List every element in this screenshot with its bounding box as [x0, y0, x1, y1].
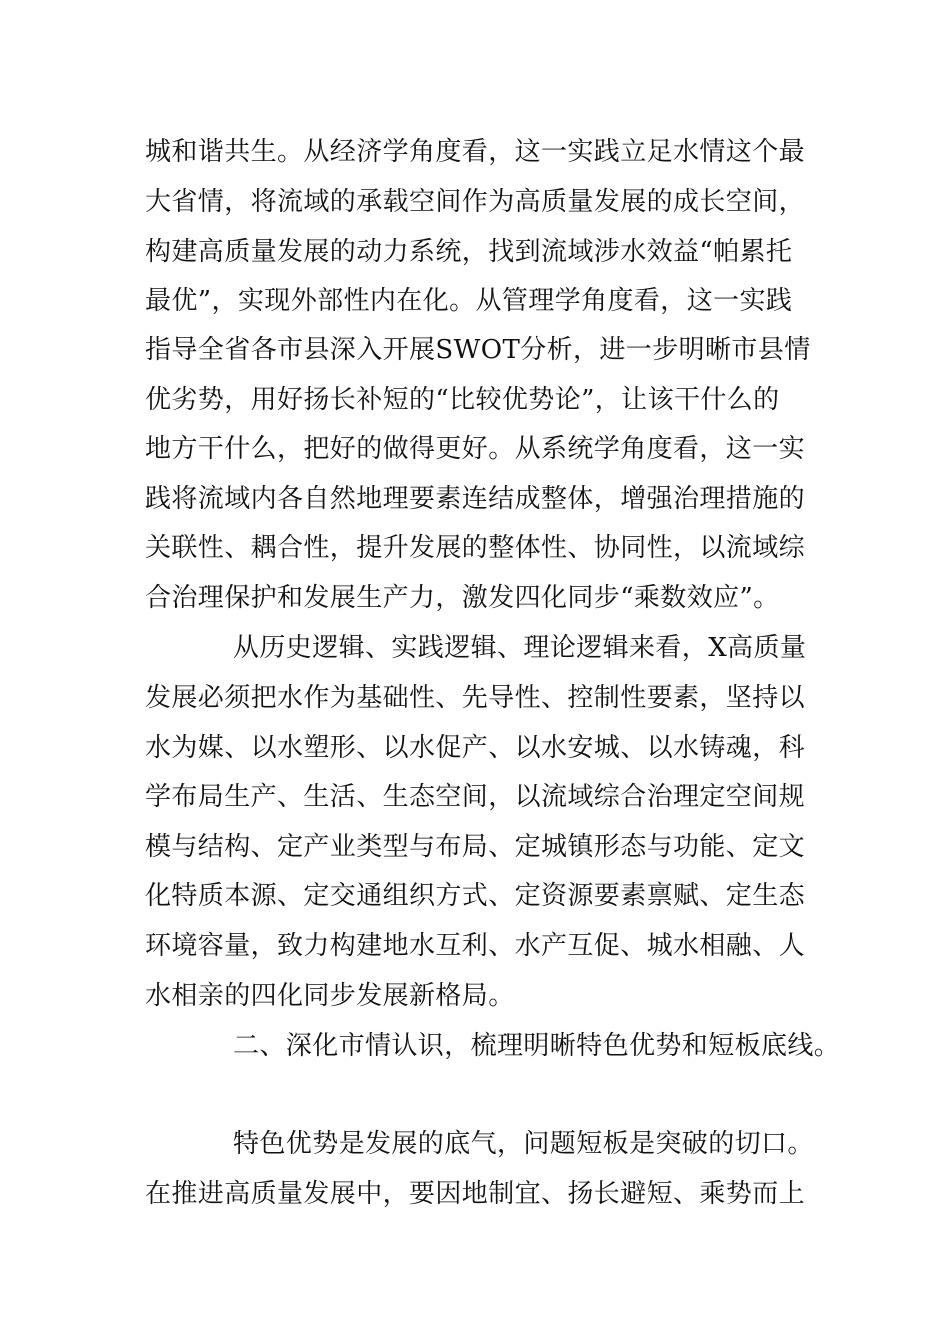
paragraph-line: 发展必须把水作为基础性、先导性、控制性要素，坚持以 [145, 683, 806, 713]
paragraph-line: 最优”，实现外部性内在化。从管理学角度看，这一实践 [145, 286, 793, 316]
paragraph-line: 地方干什么，把好的做得更好。从系统学角度看，这一实 [145, 434, 806, 464]
section-heading: 二、深化市情认识，梳理明晰特色优势和短板底线。 [233, 1031, 841, 1061]
paragraph-line: 关联性、耦合性，提升发展的整体性、协同性，以流域综 [145, 533, 806, 563]
paragraph-line: 指导全省各市县深入开展SWOT分析，进一步明晰市县情 [145, 335, 811, 365]
paragraph-line: 从历史逻辑、实践逻辑、理论逻辑来看，X高质量 [233, 633, 807, 663]
paragraph-line: 合治理保护和发展生产力，激发四化同步“乘数效应”。 [145, 583, 780, 613]
paragraph-line: 城和谐共生。从经济学角度看，这一实践立足水情这个最 [145, 137, 806, 167]
paragraph-line: 大省情，将流域的承载空间作为高质量发展的成长空间， [145, 187, 806, 217]
paragraph-line: 模与结构、定产业类型与布局、定城镇形态与功能、定文 [145, 832, 806, 862]
paragraph-line: 优劣势，用好扬长补短的“比较优势论”，让该干什么的 [145, 385, 780, 415]
paragraph-line: 水为媒、以水塑形、以水促产、以水安城、以水铸魂，科 [145, 733, 806, 763]
paragraph-line: 环境容量，致力构建地水互利、水产互促、城水相融、人 [145, 931, 806, 961]
paragraph-line: 践将流域内各自然地理要素连结成整体，增强治理措施的 [145, 484, 806, 514]
paragraph-line: 学布局生产、生活、生态空间，以流域综合治理定空间规 [145, 782, 806, 812]
paragraph-line: 水相亲的四化同步发展新格局。 [145, 981, 515, 1011]
paragraph-line: 化特质本源、定交通组织方式、定资源要素禀赋、定生态 [145, 881, 806, 911]
paragraph-line: 构建高质量发展的动力系统，找到流域涉水效益“帕累托 [145, 237, 793, 267]
paragraph-line: 在推进高质量发展中，要因地制宜、扬长避短、乘势而上 [145, 1179, 806, 1209]
paragraph-line: 特色优势是发展的底气，问题短板是突破的切口。 [233, 1129, 814, 1159]
